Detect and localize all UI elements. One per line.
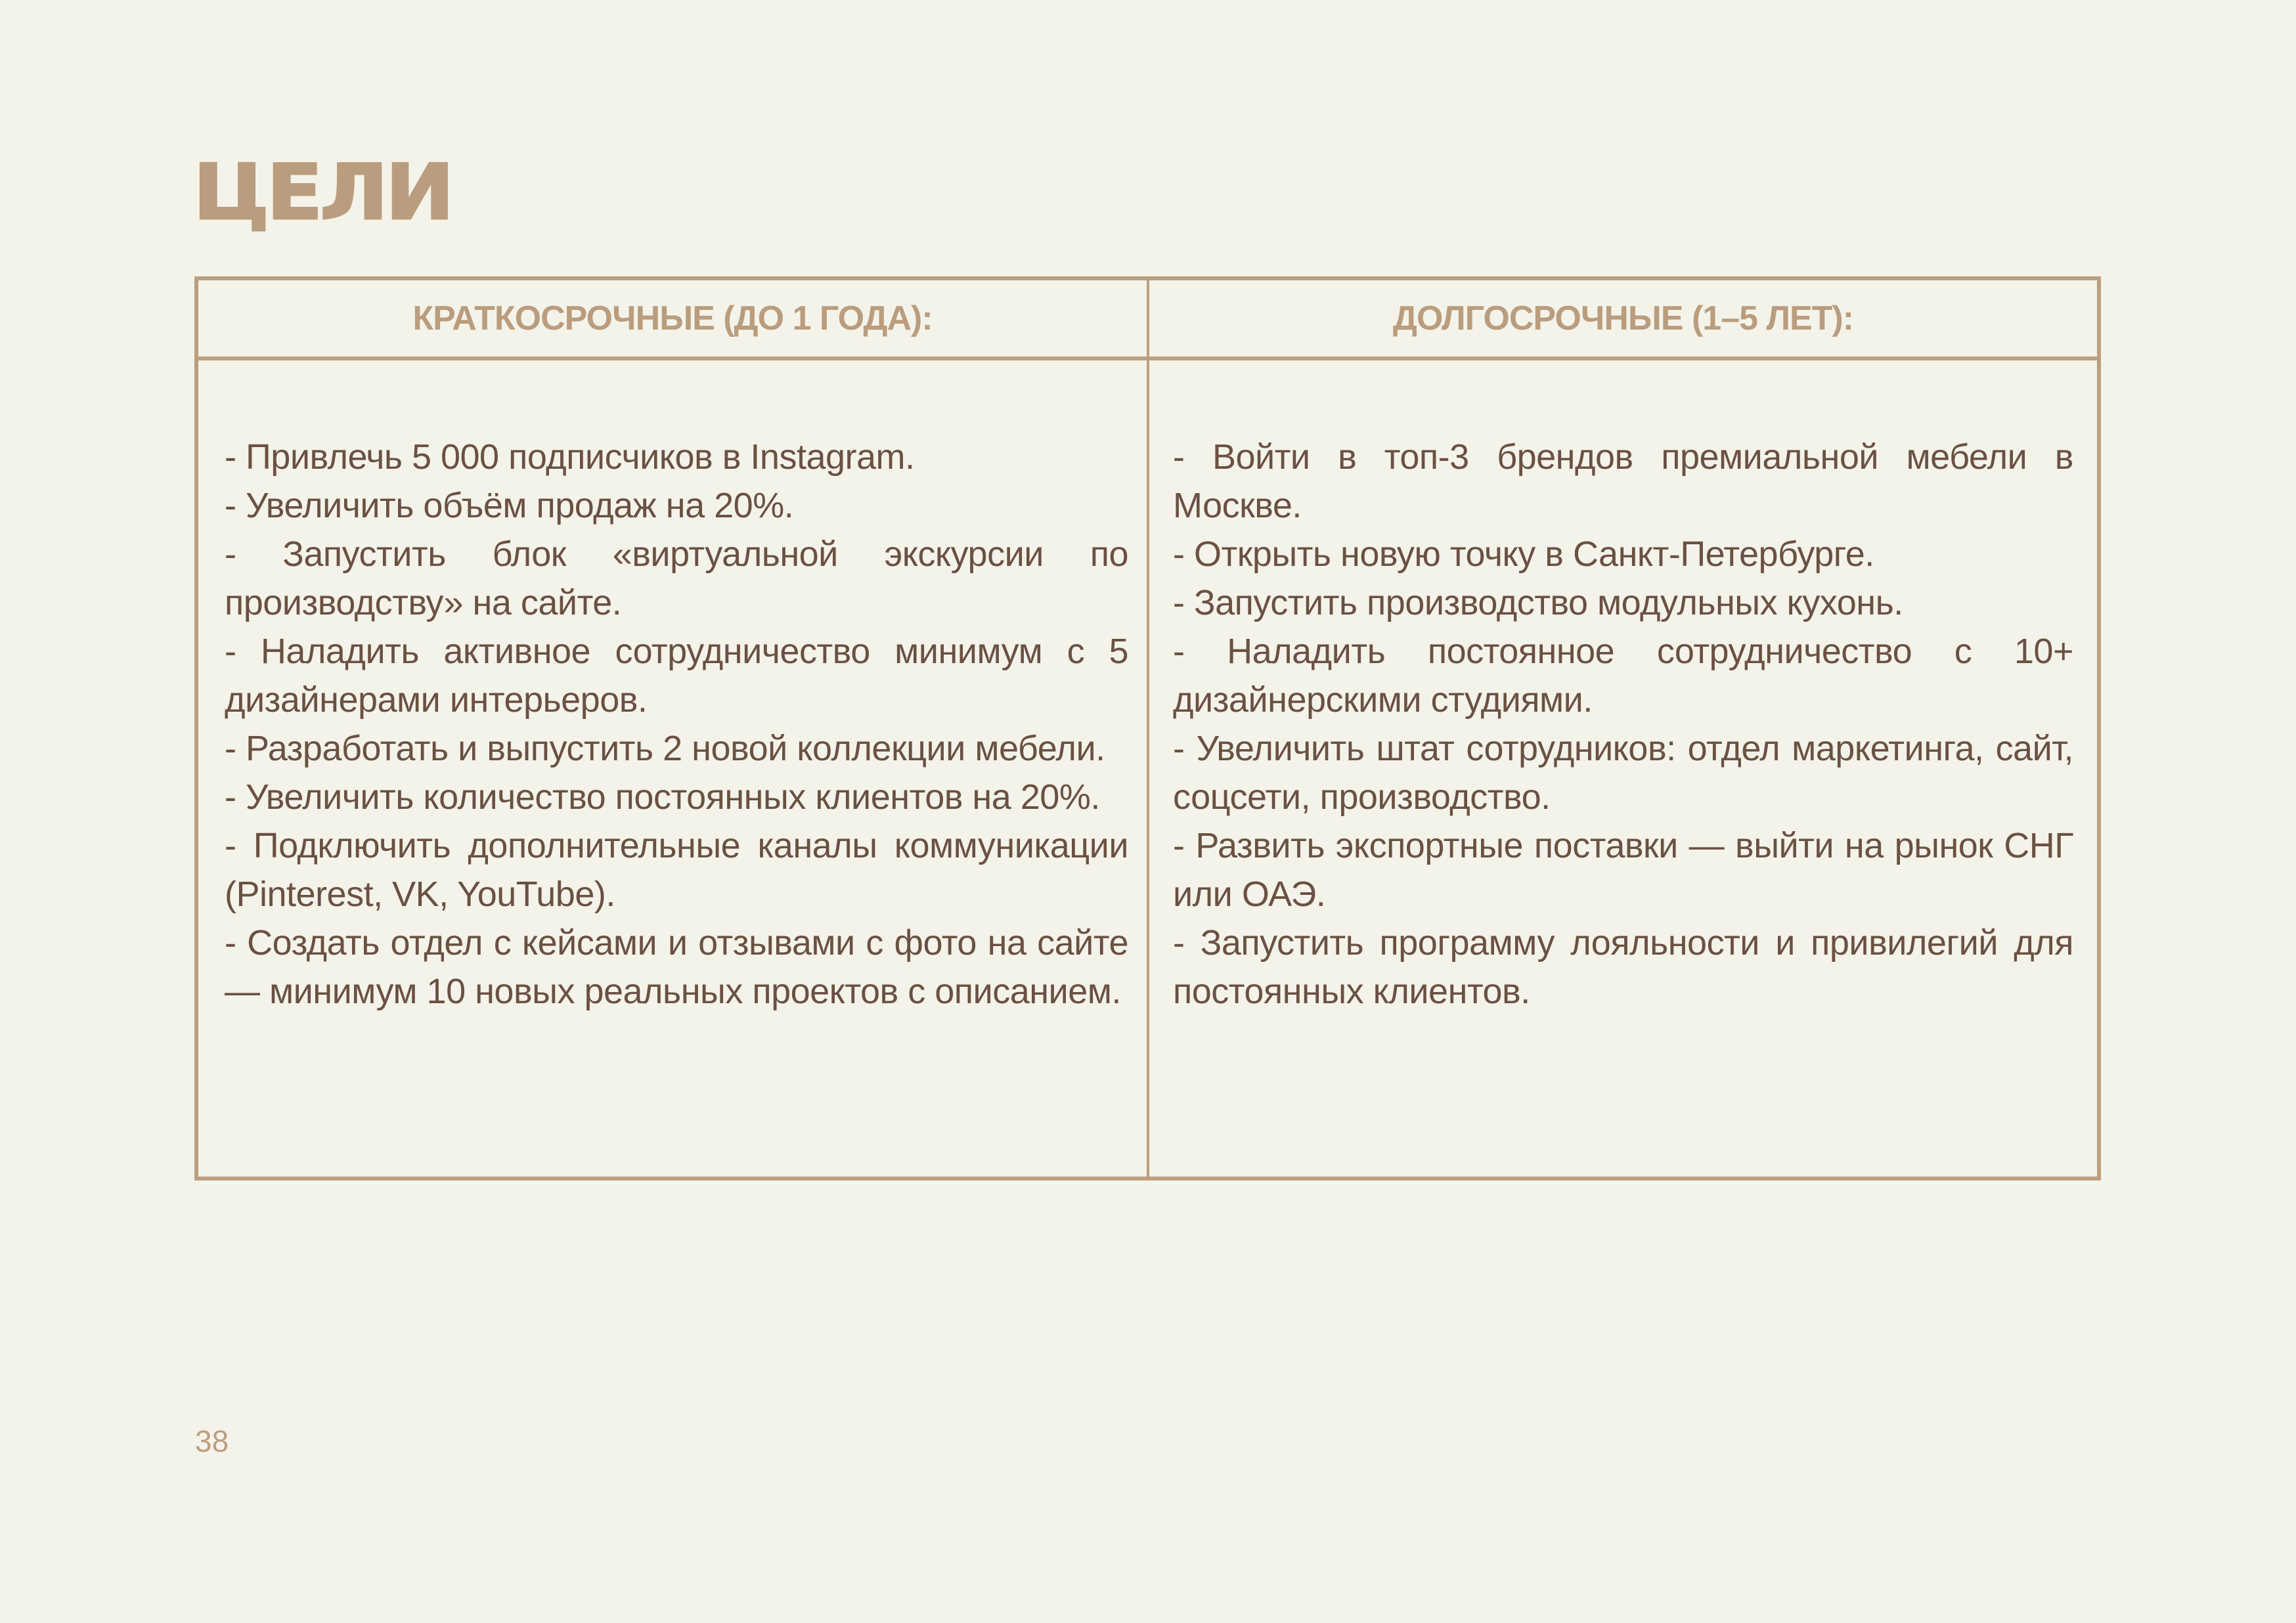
short-term-goals bbox=[198, 360, 1149, 1177]
goal-item: - Войти в топ-3 брендов премиальной мебели в Москве. bbox=[1173, 437, 2073, 525]
short-term-header: КРАТКОСРОЧНЫЕ (ДО 1 ГОДА): bbox=[198, 280, 1149, 360]
goal-item: - Запустить производство модульных кухонь. bbox=[1173, 583, 1903, 622]
long-term-header: ДОЛГОСРОЧНЫЕ (1–5 ЛЕТ): bbox=[1149, 280, 2097, 360]
goal-item: - Увеличить штат сотрудников: отдел маркетинга, сайт, соцсети, производство. bbox=[1173, 729, 2073, 817]
goal-item: - Увеличить объём продаж на 20%. bbox=[225, 486, 794, 525]
goals-table bbox=[194, 276, 2101, 1180]
goal-item: - Привлечь 5 000 подписчиков в Instagram. bbox=[225, 437, 915, 477]
goal-item: - Подключить дополнительные каналы коммуникации (Pinterest, VK, YouTube). bbox=[225, 826, 1128, 914]
goal-item: - Увеличить количество постоянных клиентов на 20%. bbox=[225, 777, 1100, 817]
page-title: ЦЕЛИ bbox=[193, 148, 452, 237]
goal-item: - Разработать и выпустить 2 новой коллекции мебели. bbox=[225, 729, 1105, 768]
goal-item: - Наладить активное сотрудничество минимум с 5 дизайнерами интерьеров. bbox=[225, 632, 1128, 720]
goal-item: - Запустить блок «виртуальной экскурсии по производству» на сайте. bbox=[225, 534, 1128, 622]
goal-item: - Наладить постоянное сотрудничество с 10+ дизайнерскими студиями. bbox=[1173, 632, 2073, 720]
page-number: 38 bbox=[195, 1424, 229, 1458]
goal-item: - Развить экспортные поставки — выйти на рынок СНГ или ОАЭ. bbox=[1173, 826, 2073, 914]
long-term-goals bbox=[1149, 360, 2097, 1177]
goal-item: - Создать отдел с кейсами и отзывами с фото на сайте — минимум 10 новых реальных проектов с описанием. bbox=[225, 923, 1128, 1011]
goal-item: - Открыть новую точку в Санкт-Петербурге. bbox=[1173, 534, 1874, 574]
goal-item: - Запустить программу лояльности и привилегий для постоянных клиентов. bbox=[1173, 923, 2073, 1011]
